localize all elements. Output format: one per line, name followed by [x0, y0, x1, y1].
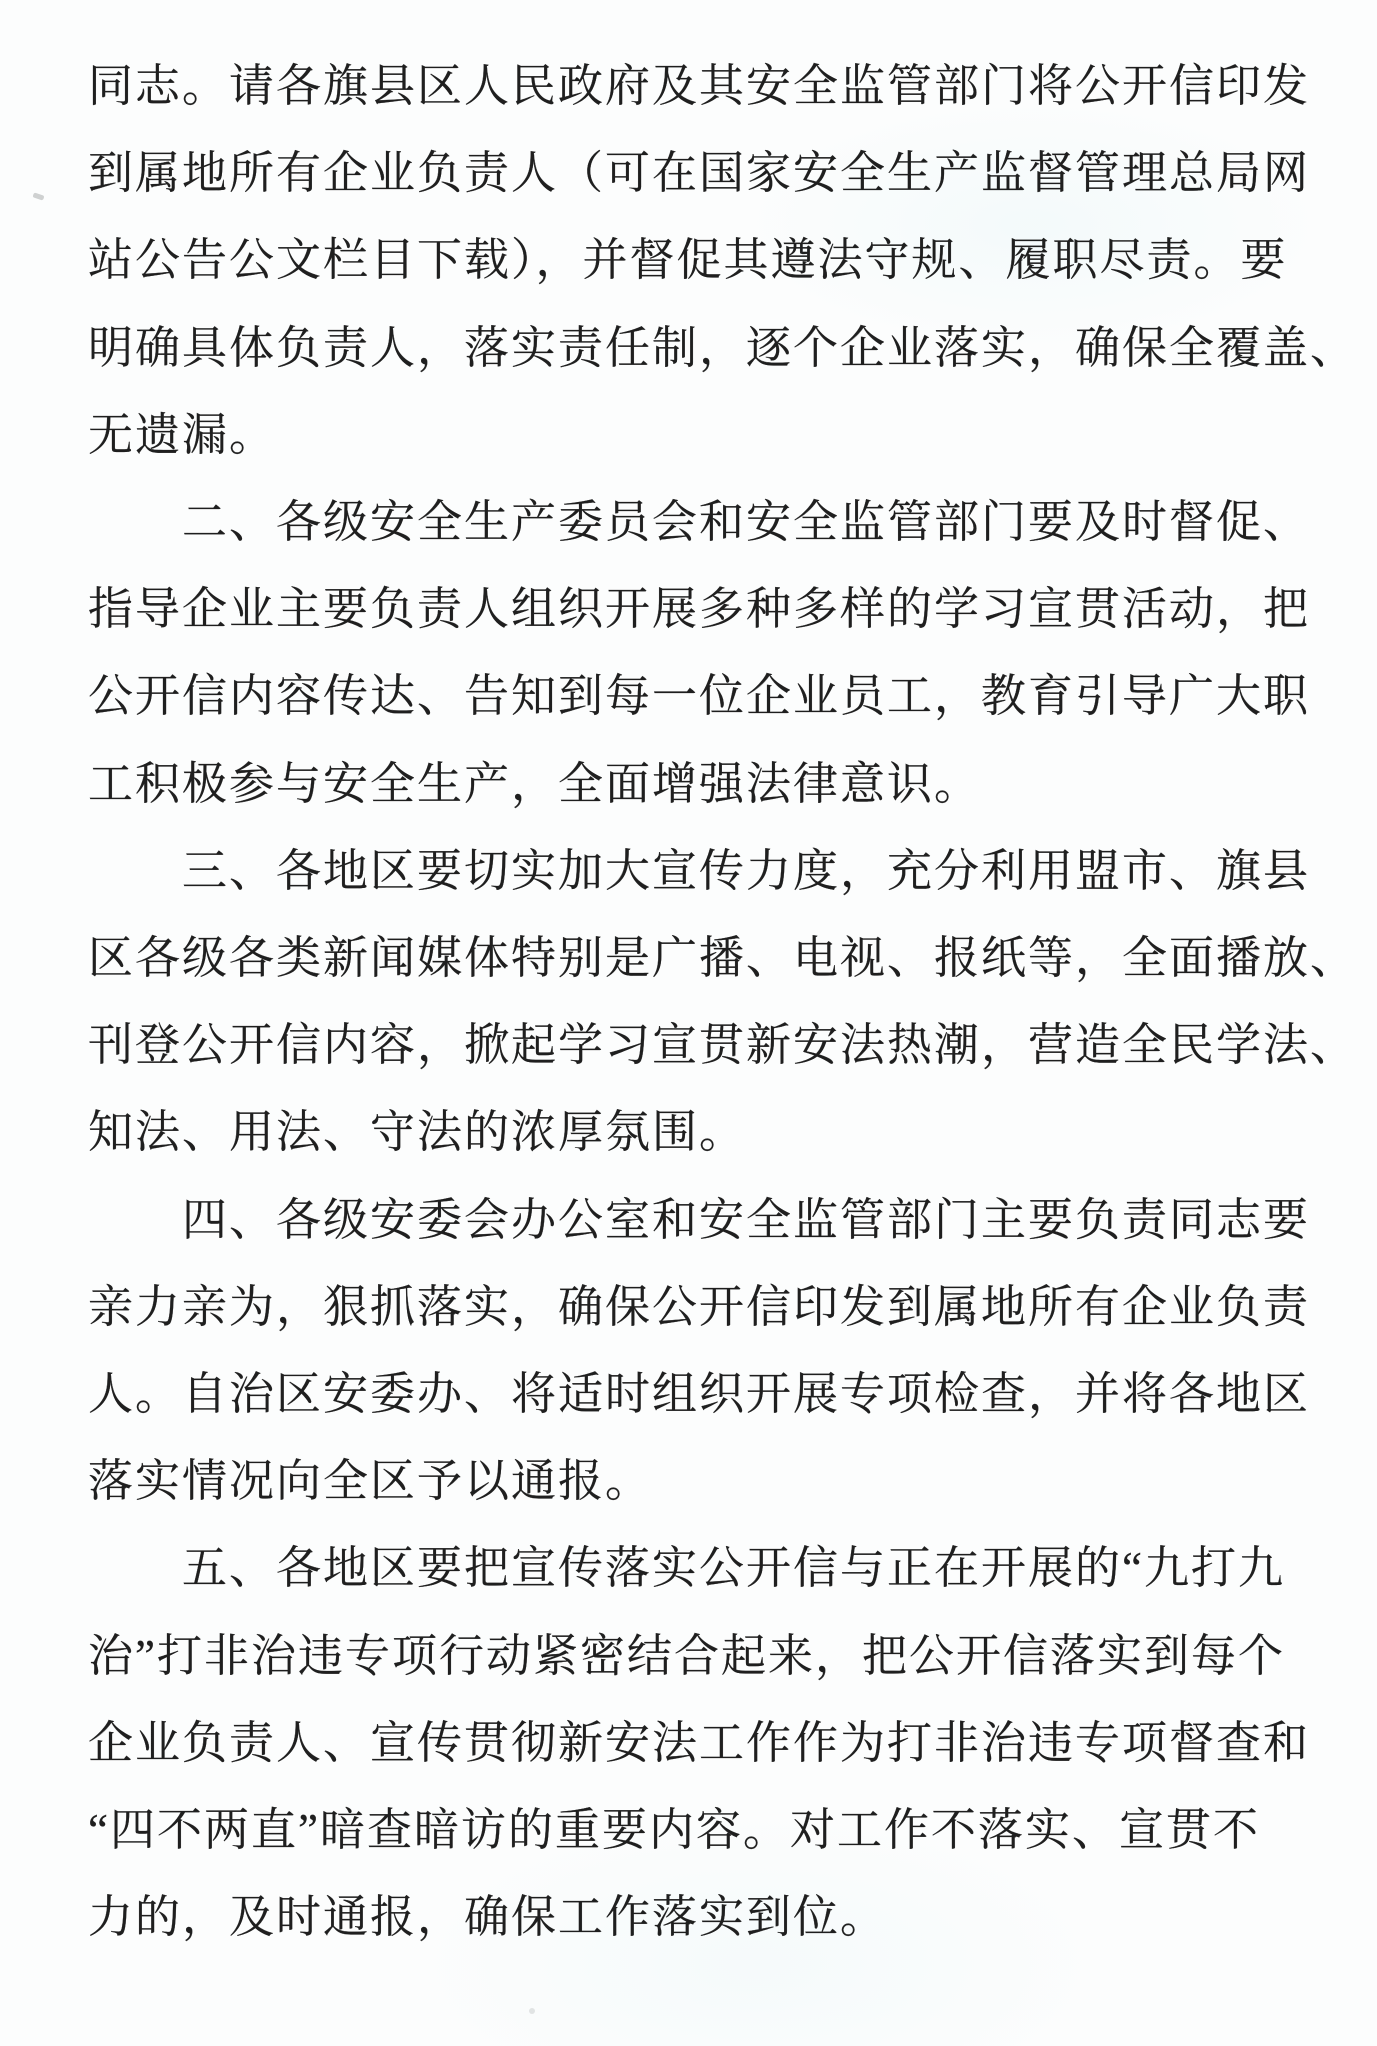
text-line: 三、各地区要切实加大宣传力度，充分利用盟市、旗县: [182, 846, 1311, 896]
text-line: “四不两直”暗查暗访的重要内容。对工作不落实、宣贯不: [88, 1805, 1260, 1855]
text-line: 到属地所有企业负责人（可在国家安全生产监督管理总局网: [88, 148, 1311, 198]
text-line: 亲力亲为，狠抓落实，确保公开信印发到属地所有企业负责: [88, 1282, 1311, 1332]
text-line: 企业负责人、宣传贯彻新安法工作作为打非治违专项督查和: [88, 1718, 1311, 1768]
text-line: 工积极参与安全生产，全面增强法律意识。: [88, 759, 982, 809]
text-line: 区各级各类新闻媒体特别是广播、电视、报纸等，全面播放、: [88, 933, 1358, 983]
text-line: 二、各级安全生产委员会和安全监管部门要及时督促、: [182, 497, 1311, 547]
text-line: 人。自治区安委办、将适时组织开展专项检查，并将各地区: [88, 1369, 1311, 1419]
text-line: 五、各地区要把宣传落实公开信与正在开展的“九打九: [182, 1543, 1285, 1593]
text-line: 治”打非治违专项行动紧密结合起来，把公开信落实到每个: [88, 1631, 1285, 1681]
text-line: 知法、用法、守法的浓厚氛围。: [88, 1107, 747, 1157]
text-line: 指导企业主要负责人组织开展多种多样的学习宣贯活动，把: [88, 584, 1311, 634]
text-line: 力的，及时通报，确保工作落实到位。: [88, 1892, 888, 1942]
text-line: 同志。请各旗县区人民政府及其安全监管部门将公开信印发: [88, 61, 1311, 111]
text-line: 刊登公开信内容，掀起学习宣贯新安法热潮，营造全民学法、: [88, 1020, 1358, 1070]
text-line: 落实情况向全区予以通报。: [88, 1456, 653, 1506]
scan-speck: [32, 192, 44, 200]
text-line: 公开信内容传达、告知到每一位企业员工，教育引导广大职: [88, 671, 1311, 721]
text-line: 明确具体负责人，落实责任制，逐个企业落实，确保全覆盖、: [88, 323, 1358, 373]
scan-speck: [529, 2008, 535, 2014]
text-line: 站公告公文栏目下载），并督促其遵法守规、履职尽责。要: [88, 235, 1288, 285]
text-line: 四、各级安委会办公室和安全监管部门主要负责同志要: [182, 1195, 1311, 1245]
text-line: 无遗漏。: [88, 410, 277, 460]
